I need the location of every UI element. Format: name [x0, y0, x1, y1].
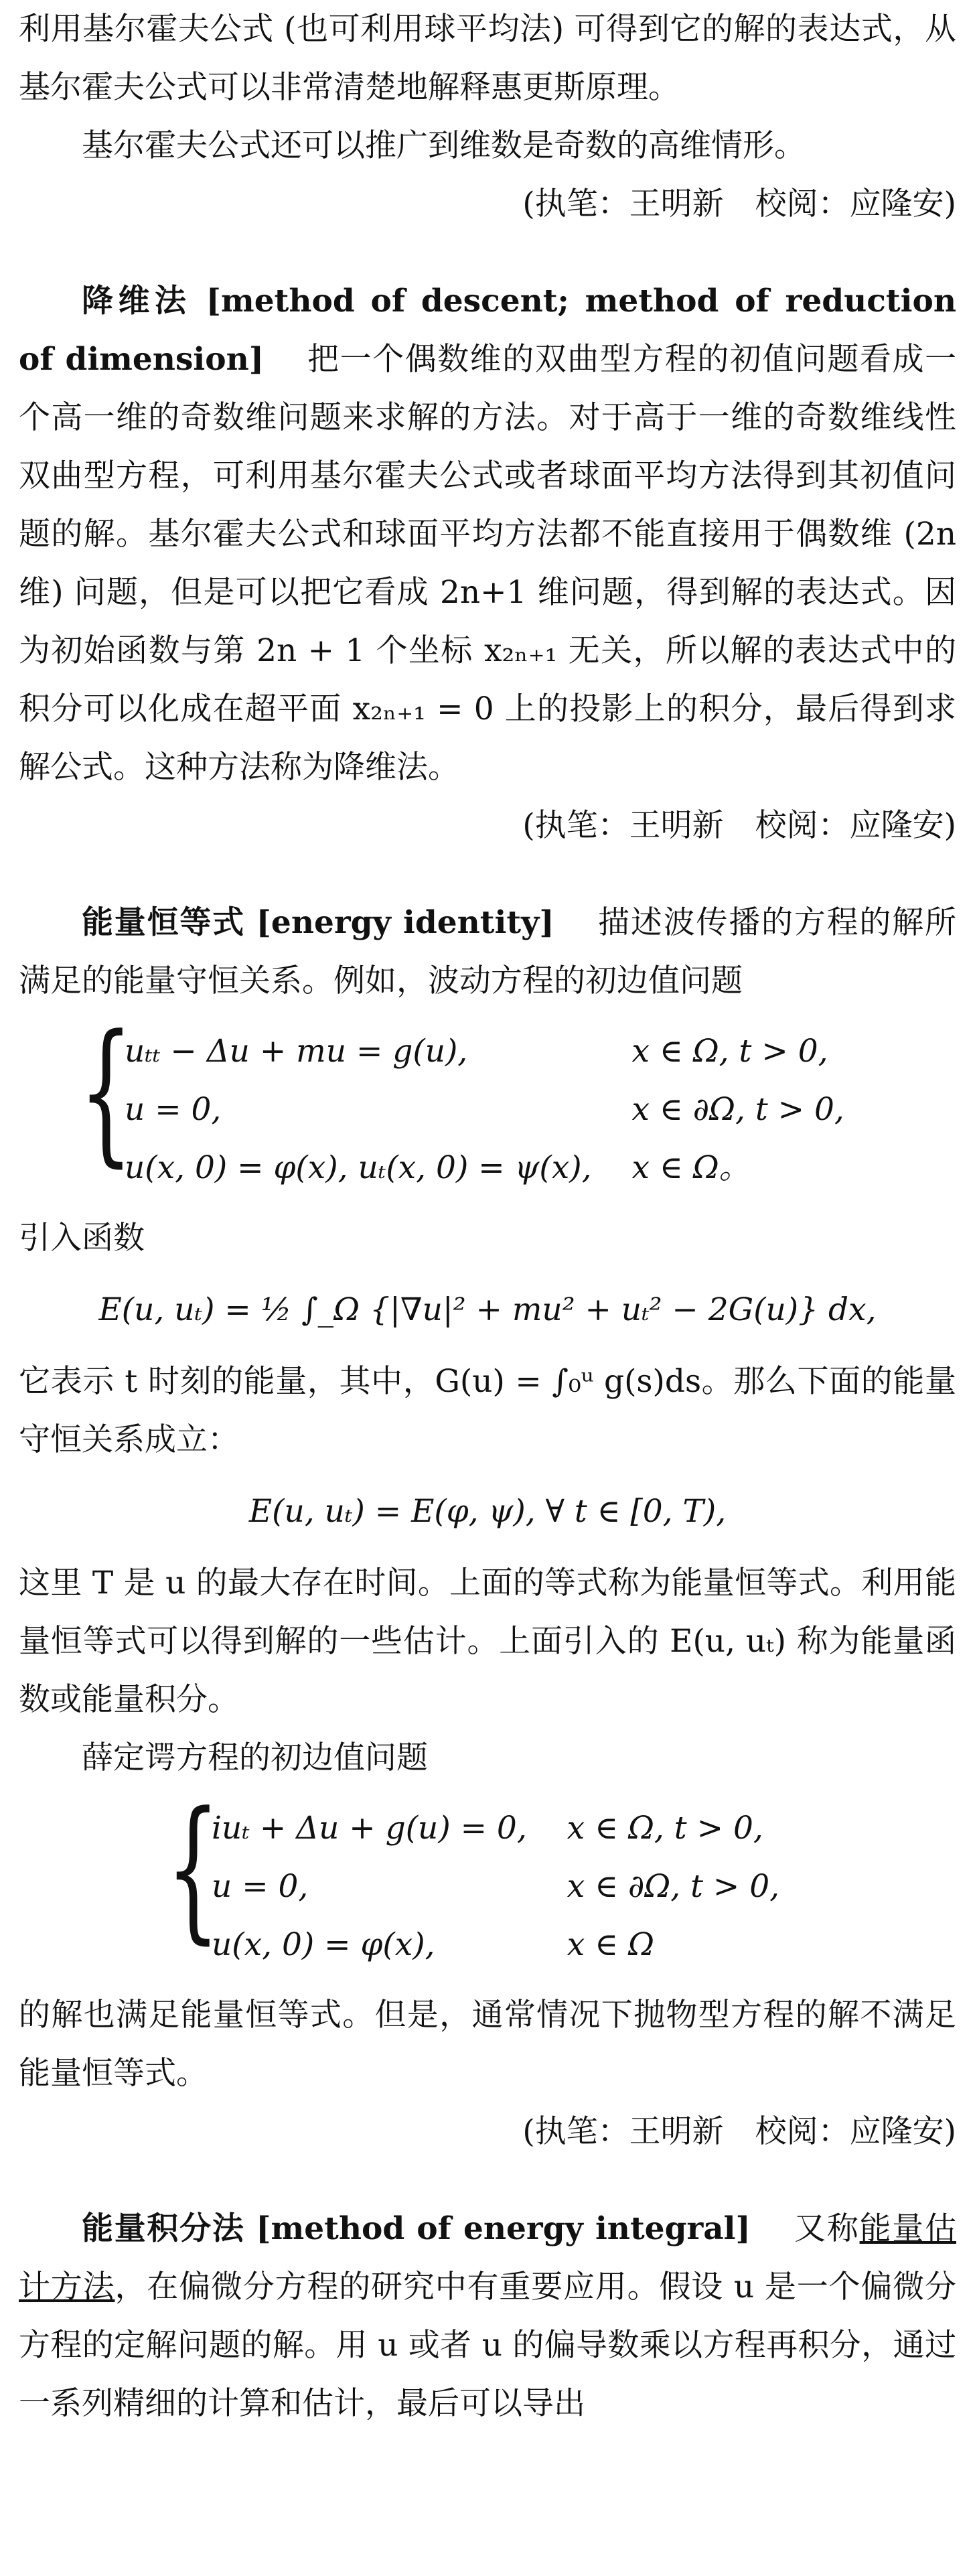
conservation-formula: E(u, uₜ) = E(φ, ψ), ∀ t ∈ [0, T), — [248, 1493, 727, 1530]
paragraph-introduce: 引入函数 — [19, 1220, 145, 1257]
entry-title: 降维法 — [82, 283, 192, 319]
section-gap — [19, 233, 956, 272]
left-brace: { — [79, 1003, 133, 1182]
entry-intro: 描述波传播的方程的解所满足的能量守恒关系。例如，波动方程的初边值问题 — [19, 904, 956, 999]
entry-body: 把一个偶数维的双曲型方程的初值问题看成一个高一维的奇数维问题来求解的方法。对于高于一维的奇数维线性双曲型方程，可利用基尔霍夫公式或者球面平均方法得到其初值问题的解。基尔霍夫公式和球面平均方法都不能直接用于偶数维 (2n 维) 问题，但是可以把它看成 2n+1 维问题，得到解的表达式。因为初始函数与第 2n + 1 个坐标 x₂ₙ₊₁ 无关，所以解的表达式中的积分可以化成在超平面 x₂ₙ₊₁ = 0 上的投影上的积分，最后得到求解公式。这种方法称为降维法。 — [19, 341, 957, 786]
entry-english-term: [method of descent; method of reduction of dimension] — [19, 283, 956, 378]
equation-line: uₜₜ − Δu + mu = g(u), — [125, 1033, 468, 1070]
alias-link[interactable]: 能量估计方法 — [19, 2210, 957, 2305]
entry-title: 能量积分法 — [82, 2210, 245, 2247]
paragraph-energy-meaning: 它表示 t 时刻的能量，其中，G(u) = ∫₀ᵘ g(s)ds。那么下面的能量守恒关系成立： — [19, 1363, 956, 1458]
credit-line: (执笔：王明新 校阅：应隆安) — [522, 807, 956, 844]
paragraph-schrodinger: 薛定谔方程的初边值问题 — [82, 1739, 428, 1776]
equation-line: u(x, 0) = φ(x), uₜ(x, 0) = ψ(x), — [125, 1149, 592, 1186]
equation-condition: x ∈ ∂Ω, t > 0, — [631, 1091, 844, 1128]
paragraph-kirchhoff-solution: 利用基尔霍夫公式 (也可利用球平均法) 可得到它的解的表达式，从基尔霍夫公式可以非常清楚地解释惠更斯原理。 — [19, 11, 956, 106]
schrodinger-system — [166, 1780, 956, 1974]
equation-condition: x ∈ Ω。 — [631, 1149, 751, 1186]
left-brace: { — [166, 1780, 220, 1958]
equation-condition: x ∈ ∂Ω, t > 0, — [567, 1868, 780, 1905]
entry-english-term: [method of energy integral] — [256, 2210, 751, 2247]
equation-condition: x ∈ Ω, t > 0, — [567, 1810, 763, 1847]
section-gap — [19, 2161, 956, 2200]
equation-line: iuₜ + Δu + g(u) = 0, — [212, 1810, 527, 1847]
entry-method-of-descent — [19, 272, 956, 796]
credit-line: (执笔：王明新 校阅：应隆安) — [522, 186, 956, 222]
credit-line: (执笔：王明新 校阅：应隆安) — [522, 2113, 956, 2150]
entry-english-term: [energy identity] — [256, 904, 554, 941]
entry-body: ，在偏微分方程的研究中有重要应用。假设 u 是一个偏微分方程的定解问题的解。用 u 或者 u 的偏导数乘以方程再积分，通过一系列精细的计算和估计，最后可以导出 — [19, 2269, 956, 2422]
equation-condition: x ∈ Ω, t > 0, — [631, 1033, 828, 1070]
equation-line: u = 0, — [212, 1868, 309, 1905]
section-gap — [19, 855, 956, 893]
entry-energy-integral — [19, 2200, 956, 2433]
equation-grid — [125, 1022, 844, 1197]
equation-line: u(x, 0) = φ(x), — [212, 1926, 435, 1963]
entry-energy-identity — [19, 893, 956, 1010]
paragraph-max-existence: 这里 T 是 u 的最大存在时间。上面的等式称为能量恒等式。利用能量恒等式可以得到解的一些估计。上面引入的 E(u, uₜ) 称为能量函数或能量积分。 — [19, 1565, 956, 1718]
paragraph-closing: 的解也满足能量恒等式。但是，通常情况下抛物型方程的解不满足能量恒等式。 — [19, 1997, 956, 2092]
entry-title: 能量恒等式 — [82, 904, 245, 941]
alias-prefix: 又称 — [794, 2210, 860, 2247]
equation-grid — [212, 1799, 779, 1974]
paragraph-kirchhoff-generalization: 基尔霍夫公式还可以推广到维数是奇数的高维情形。 — [82, 127, 806, 164]
equation-line: u = 0, — [125, 1091, 222, 1128]
energy-formula: E(u, uₜ) = ½ ∫_Ω {|∇u|² + mu² + uₜ² − 2G(u)} dx, — [98, 1291, 877, 1328]
equation-condition: x ∈ Ω — [567, 1926, 654, 1963]
wave-equation-system — [79, 1003, 956, 1197]
